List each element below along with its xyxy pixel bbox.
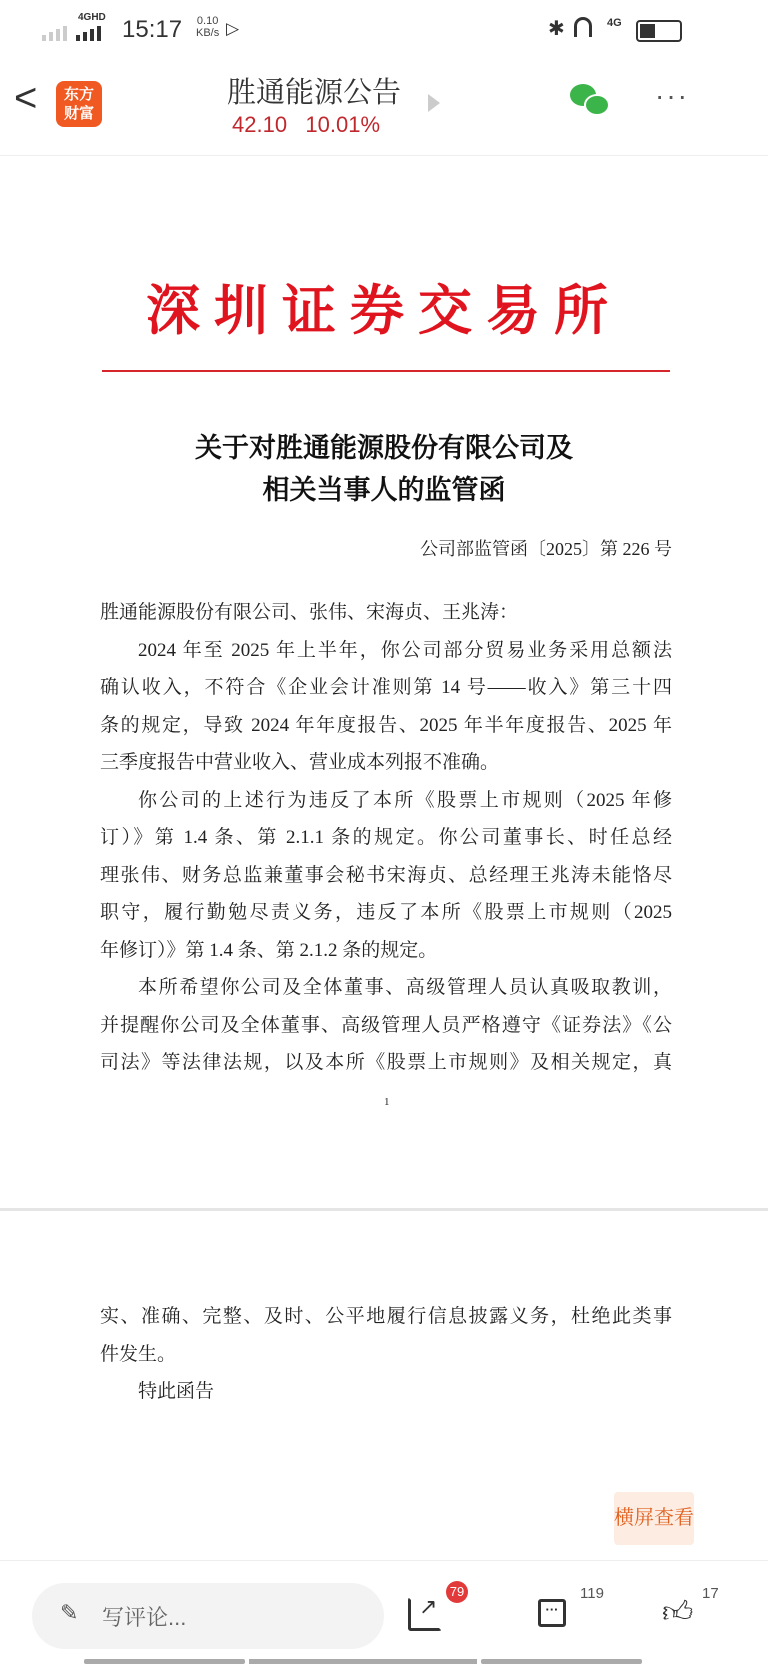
play-icon: ▷ — [226, 19, 240, 38]
net-speed — [196, 15, 219, 39]
app-logo[interactable]: 东方财富 — [56, 81, 102, 127]
body-line: 年修订）》第 1.4 条、第 2.1.2 条的规定。 — [100, 939, 438, 961]
wechat-share-icon[interactable] — [570, 84, 610, 118]
headphones-icon — [574, 17, 592, 37]
more-icon[interactable]: ··· — [655, 80, 689, 111]
body-line: 2024 年至 2025 年上半年，你公司部分贸易业务采用总额法 — [138, 639, 672, 661]
battery-icon — [636, 20, 682, 42]
pencil-icon: ✎ — [60, 1600, 79, 1625]
body-line: 职守，履行勤勉尽责义务，违反了本所《股票上市规则（2025 — [100, 902, 672, 923]
share-icon: ↗ — [408, 1597, 442, 1631]
exchange-name: 深圳证券交易所 — [146, 281, 622, 341]
thumbs-up-icon: 👍︎ — [662, 1596, 694, 1629]
body-line: 条的规定，导致 2024 年年度报告、2025 年半年度报告、2025 年 — [100, 714, 672, 736]
body-line: 并提醒你公司及全体董事、高级管理人员严格遵守《证券法》《公 — [100, 1014, 672, 1036]
share-badge: 79 — [446, 1581, 468, 1603]
landscape-view-button[interactable]: 横屏查看 — [614, 1492, 694, 1545]
comment-icon: ··· — [538, 1599, 566, 1627]
bluetooth-icon: ✱ — [548, 18, 565, 40]
body-line: 实、准确、完整、及时、公平地履行信息披露义务，杜绝此类事 — [100, 1306, 672, 1327]
page-number: 1 — [384, 1096, 390, 1108]
like-count: 17 — [702, 1585, 719, 1602]
body-line: 司法》等法律法规，以及本所《股票上市规则》及相关规定，真 — [100, 1052, 672, 1073]
page-divider — [0, 1208, 768, 1211]
scroll-indicator — [84, 1659, 642, 1664]
share-button[interactable] — [408, 1584, 465, 1633]
red-divider — [102, 370, 670, 372]
body-line: 特此函告 — [138, 1381, 215, 1402]
clock: 15:17 — [122, 16, 183, 43]
body-line: 件发生。 — [100, 1343, 177, 1365]
body-line: 理张伟、财务总监兼董事会秘书宋海贞、总经理王兆涛未能恪尽 — [100, 864, 672, 886]
comment-input[interactable] — [32, 1583, 384, 1649]
stock-price: 42.10 — [232, 112, 288, 137]
page2-body — [100, 1298, 672, 1411]
like-button[interactable] — [662, 1585, 719, 1631]
body-line: 确认收入，不符合《企业会计准则第 14 号——收入》第三十四 — [100, 677, 672, 698]
page-title: 胜通能源公告 — [226, 77, 401, 109]
body-line: 你公司的上述行为违反了本所《股票上市规则（2025 年修 — [138, 789, 672, 811]
speed-unit: KB/s — [196, 27, 220, 39]
doc-title-line2: 相关当事人的监管函 — [262, 475, 506, 505]
comment-placeholder: 写评论... — [102, 1605, 187, 1630]
speed-value: 0.10 — [196, 15, 219, 27]
back-button[interactable]: < — [14, 76, 38, 120]
comment-count: 119 — [580, 1585, 604, 1602]
body-line: 胜通能源股份有限公司、张伟、宋海贞、王兆涛： — [100, 602, 519, 623]
stock-change: 10.01% — [305, 112, 381, 137]
stock-quote — [232, 112, 380, 138]
bottom-bar — [0, 1560, 768, 1664]
body-line: 订）》第 1.4 条、第 2.1.1 条的规定。你公司董事长、时任总经 — [100, 827, 672, 848]
nav-header — [0, 56, 768, 156]
body-line: 本所希望你公司及全体董事、高级管理人员认真吸取教训， — [138, 977, 672, 998]
page1-body — [100, 594, 672, 1082]
signal-icon — [42, 26, 101, 41]
doc-number: 公司部监管函〔2025〕第 226 号 — [420, 539, 672, 559]
chevron-right-icon[interactable] — [428, 94, 440, 112]
comments-button[interactable] — [538, 1585, 604, 1627]
body-line: 三季度报告中营业收入、营业成本列报不准确。 — [100, 752, 500, 773]
doc-title-line1: 关于对胜通能源股份有限公司及 — [195, 433, 573, 463]
status-bar — [0, 0, 768, 56]
network-label: 4GHD — [78, 12, 106, 23]
network2-label: 4G — [607, 17, 622, 29]
